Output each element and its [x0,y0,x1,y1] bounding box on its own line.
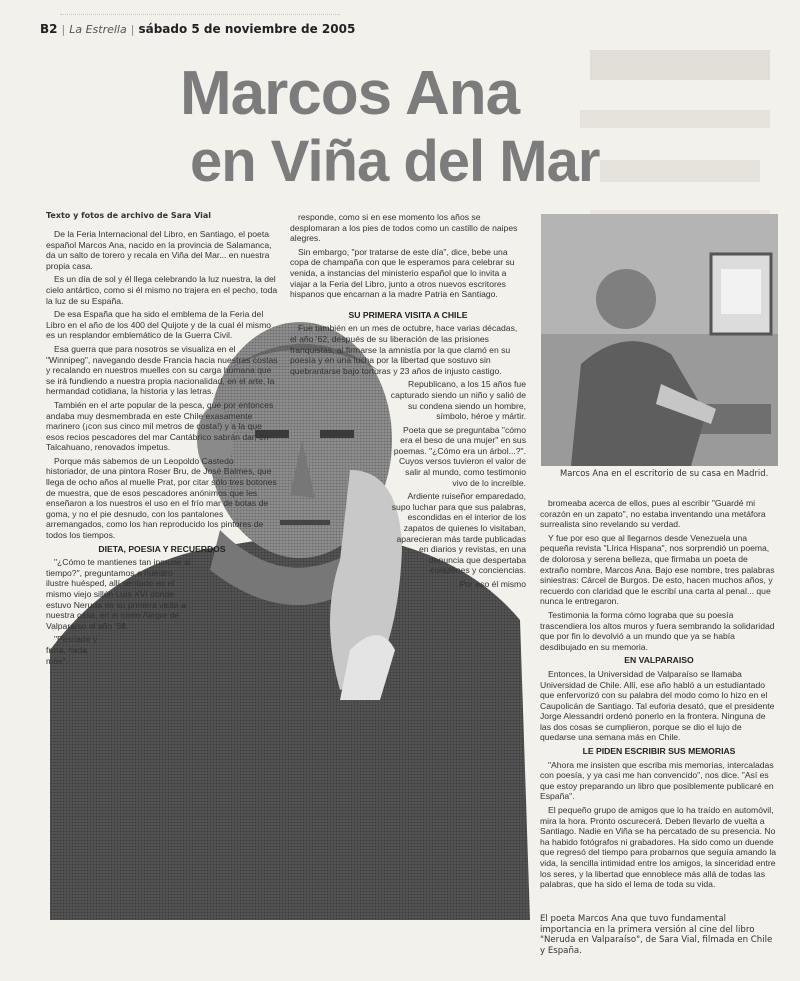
paragraph: Por eso él mismo [459,579,526,589]
paragraph: Es un día de sol y él llega celebrando la luz nuestra, la del cielo antártico, como si él mismo no trajera en el pecho, toda la luz de su España. [46,274,278,306]
paragraph: "Pescado y fruta, nada más", [46,634,98,666]
paragraph: Poeta que se preguntaba "cómo era el beso de una mujer" en sus poemas. "¿Cómo era un árbol...?". Cuyos versos tuvieron el valor de salir al mundo, como testimonio vivo de lo increíble. [393,424,526,488]
paragraph: responde, como si en ese momento los años se desplomaran a los pies de todos como un castillo de naipes alegres. [290,212,518,244]
author-credit: Texto y fotos de archivo de Sara Vial [46,211,212,220]
paragraph: Esa guerra que para nosotros se visualiza en el "Winnipeg", navegando desde Francia hacia nuestras costas y recalando en nuestros muelles con su carga humana que se irá fundiendo a nuestra propia nacionalidad, en el arte, la hermandad cotidiana, la historia y las letras. [46,343,278,397]
page-number: B2 [40,22,58,36]
issue-date: sábado 5 de noviembre de 2005 [138,22,356,36]
section-name: La Estrella [69,23,127,36]
desk-photo [541,214,778,466]
article-column-2 [290,212,526,593]
paragraph: Y fue por eso que al llegarnos desde Venezuela una pequeña revista "Lírica Hispana", nos sorprendió un poema, de dolorosa y serena belleza, que firmaba un poeta de extraño nombre, Marcos Ana. Bajo ese nombre, tres palabras siniestras: Cárcel de Burgos. De esto, hacen muchos años, y recuerdo con claridad que le escribí una carta al penal... que nunca le entregaron. [540,532,775,607]
subhead-memorias: LE PIDEN ESCRIBIR SUS MEMORIAS [582,746,736,757]
article-column-3 [540,498,778,893]
paragraph: Republicano, a los 15 años fue capturado siendo un niño y salió de su condena siendo un hombre, símbolo, héroe y mártir. [390,379,526,422]
paragraph: También en el arte popular de la pesca, que por entonces andaba muy desmembrada en este Chile exasamente marinero (¡con sus cinco mil metros de costa!) y a la que esos recios pescadores del mar Cantábrico sabrán dar, en Talcahuano, renovados ímpetus. [46,399,274,453]
paragraph: De la Feria Internacional del Libro, en Santiago, el poeta español Marcos Ana, nacido en la provincia de Salamanca, da un salto de torero y recala en Viña del Mar... en nuestra propia casa. [46,229,272,271]
paragraph: De esa España que ha sido el emblema de la Feria del Libro en el año de los 400 del Quijote y de la cual él mismo es un resplandor emblemático de la Guerra Civil. [46,309,272,341]
paragraph: Porque más sabemos de un Leopoldo Castedo historiador, de una pintora Roser Bru, de José Balmes, que llega de ocho años al muelle Prat, por citar sólo tres botones de muestra, que de esos pescadores anónimos que les enseñaron a los nuestros el uso en el frío mar de botas de goma, y no el pie desnudo, con los pantalones arremangados, como los han reproducido los pintores de todos los tiempos. [46,455,277,541]
paragraph: "¿Cómo te mantienes tan inmune al tiempo?", preguntamos a nuestro ilustre huésped, allí sentado en el mismo viejo sillón Luis XVI donde estuvo Neruda en su primera visita a nuestra casa, en el cerro Alegre de Valparaíso el año '58. [46,557,191,631]
subhead-primera-visita: SU PRIMERA VISITA A CHILE [348,309,468,320]
article-column-1 [46,229,278,669]
headline-line-2: en Viña del Mar [190,129,600,194]
paragraph: "Ahora me insisten que escriba mis memorias, intercaladas con poesía, y ya casi me han convencido", nos dice. "Así es que estoy preparando un libro que posiblemente publicaré en España". [540,759,774,802]
bleed-through-marks [60,6,340,15]
portrait-caption: El poeta Marcos Ana que tuvo fundamental importancia en la primera versión al cine del libro "Neruda en Valparaíso", de Sara Vial, filmada en Chile y España. [540,914,773,956]
paragraph: Fue también en un mes de octubre, hace varias décadas, el año '62, después de su liberación de las prisiones franquistas, al firmarse la amnistía por la que clamó en su poesía y en una lucha por la libertad que sostuvo sin quebrantarse bajo torturas y 23 años de injusto castigo. [290,323,518,376]
paragraph: bromeaba acerca de ellos, pues al escribir "Guardé mi corazón en un zapato", no estaba inventando una metáfora surrealista sino revelando su verdad. [540,498,766,530]
desk-illustration [541,214,778,466]
paragraph: Entonces, la Universidad de Valparaíso se llamaba Universidad de Chile. Allí, ese año habló a un estudiantado que enfervorizó con su palabra del modo como lo hizo en el Caupolicán de Santiago. Tal euforia desató, que el presidente Jorge Alessandri ordenó ponerlo en la frontera. Ninguna de las dos cosas se cumplieron, porque se dio el lujo de quedarse una semana más en Chile. [540,668,775,743]
desk-photo-caption: Marcos Ana en el escritorio de su casa en Madrid. [560,468,769,478]
paragraph: Ardiente ruiseñor emparedado, supo luchar para que sus palabras, escondidas en el interior de los zapatos de quienes lo visitaban, aparecieran más tarde publicadas en diarios y revistas, en una denuncia que despertaba corazones y conciencias. [391,491,526,576]
subhead-dieta: DIETA, POESIA Y RECUERDOS [98,543,226,554]
subhead-valparaiso: EN VALPARAISO [624,655,694,666]
headline-line-1: Marcos Ana [180,59,520,128]
paragraph: Sin embargo, "por tratarse de este día", dice, bebe una copa de champaña con que le esperamos para celebrar su venida, a instancias del ministerio español que lo invita a viajar a la Feria del Libro, junto a otros nuevos escritores hispanos que encarnan a la madre Patria en Santiago. [290,246,515,300]
page-header: B2 | La Estrella | sábado 5 de noviembre de 2005 [40,22,356,36]
paragraph: Testimonia la forma cómo lograba que su poesía trascendiera los altos muros y fuera sembrando la solidaridad que por fin lo devolvió a un mundo que ya se había desdibujado en su memoria. [540,609,775,652]
paragraph: El pequeño grupo de amigos que lo ha traído en automóvil, mira la hora. Pronto oscurecerá. Deben llevarlo de vuelta a Santiago. Nadie en Viña se ha percatado de su presencia. No ha habido fotógrafos ni grabadores. Ha sido como un duende que regresó del tiempo para probarnos que seguía amando la vida, la sencilla intimidad entre los amigos, la sinceridad entre los seres, y la libertad que ennoblece más allá de todas las palabras, que ha sido el lema de toda su vida. [540,805,777,890]
